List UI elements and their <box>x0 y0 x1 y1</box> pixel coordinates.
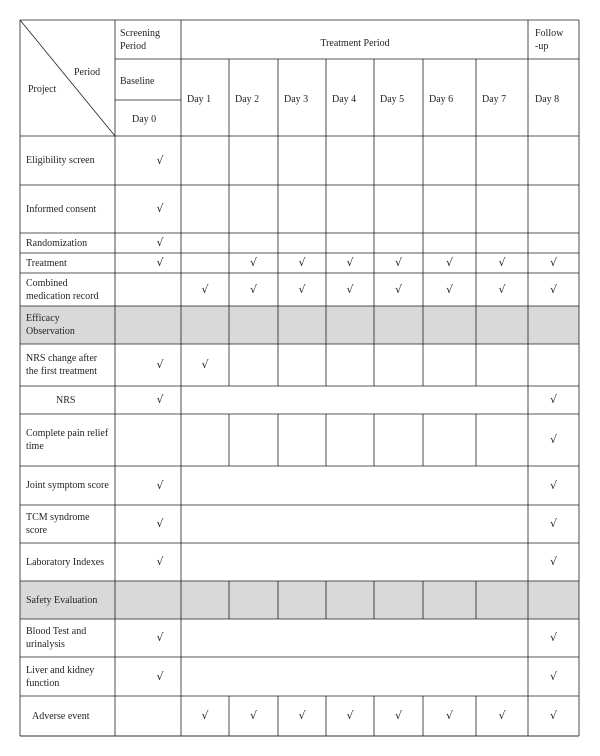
check-mark: √ <box>549 478 557 492</box>
row-label: Complete pain relief time <box>26 428 109 452</box>
check-mark: √ <box>498 709 506 722</box>
check-mark: √ <box>445 256 453 269</box>
check-mark: √ <box>346 709 354 722</box>
check-mark: √ <box>549 393 557 406</box>
check-mark: √ <box>156 517 164 530</box>
header-day-2: Day 2 <box>235 94 260 105</box>
header-day-8: Day 8 <box>535 94 560 105</box>
check-mark: √ <box>394 256 402 269</box>
check-mark: √ <box>549 517 557 530</box>
check-mark: √ <box>298 709 306 722</box>
row-label: Safety Evaluation <box>26 594 98 606</box>
check-mark: √ <box>156 358 164 371</box>
check-mark: √ <box>156 555 164 568</box>
row-label: NRS change after the first treatment <box>26 353 98 377</box>
row-label: Treatment <box>26 257 67 269</box>
row-label: Eligibility screen <box>26 155 95 166</box>
check-mark: √ <box>445 282 453 296</box>
header-day-5: Day 5 <box>380 94 405 105</box>
row-label: Informed consent <box>26 203 97 215</box>
row-label: Blood Test and urinalysis <box>26 626 87 650</box>
header-period: Period <box>74 67 101 78</box>
header-diagonal <box>20 20 115 136</box>
check-mark: √ <box>156 153 164 167</box>
check-mark: √ <box>498 256 506 269</box>
header-follow-up: Follow -up <box>535 28 564 52</box>
header-screening-period: Screening Period <box>120 28 160 52</box>
header-day-0: Day 0 <box>132 114 157 125</box>
row-label: NRS <box>56 394 76 406</box>
check-mark: √ <box>549 433 557 446</box>
check-mark: √ <box>445 709 453 722</box>
check-mark: √ <box>156 202 164 215</box>
check-mark: √ <box>201 709 209 722</box>
check-mark: √ <box>549 282 557 296</box>
header-day-7: Day 7 <box>482 94 507 105</box>
check-mark: √ <box>156 631 164 644</box>
header-baseline: Baseline <box>120 76 155 87</box>
check-mark: √ <box>298 282 306 296</box>
row-label: Adverse event <box>32 710 90 722</box>
check-mark: √ <box>549 256 557 269</box>
header-day-6: Day 6 <box>429 94 454 105</box>
check-mark: √ <box>346 256 354 269</box>
check-mark: √ <box>549 669 557 683</box>
check-mark: √ <box>298 256 306 269</box>
check-mark: √ <box>156 236 164 249</box>
check-mark: √ <box>156 669 164 683</box>
check-mark: √ <box>249 256 257 269</box>
check-mark: √ <box>156 478 164 492</box>
check-mark: √ <box>156 256 164 269</box>
row-label: Efficacy Observation <box>26 313 75 337</box>
row-label: Laboratory Indexes <box>26 556 105 568</box>
check-mark: √ <box>201 358 209 371</box>
check-mark: √ <box>394 282 402 296</box>
check-mark: √ <box>394 709 402 722</box>
header-treatment-period: Treatment Period <box>320 38 390 49</box>
check-mark: √ <box>249 282 257 296</box>
row-label: Joint symptom score <box>26 480 109 491</box>
check-mark: √ <box>156 393 164 406</box>
check-mark: √ <box>346 282 354 296</box>
header-day-3: Day 3 <box>284 94 309 105</box>
check-mark: √ <box>201 282 209 296</box>
check-mark: √ <box>549 631 557 644</box>
row-label: Randomization <box>26 237 88 249</box>
check-mark: √ <box>249 709 257 722</box>
row-label: Combined medication record <box>26 277 99 302</box>
header-day-1: Day 1 <box>187 94 212 105</box>
header-day-4: Day 4 <box>332 94 357 105</box>
check-mark: √ <box>549 555 557 568</box>
check-mark: √ <box>498 282 506 296</box>
header-project: Project <box>28 84 57 95</box>
row-label: Liver and kidney function <box>26 664 95 689</box>
check-mark: √ <box>549 709 557 722</box>
row-label: TCM syndrome score <box>26 512 90 536</box>
